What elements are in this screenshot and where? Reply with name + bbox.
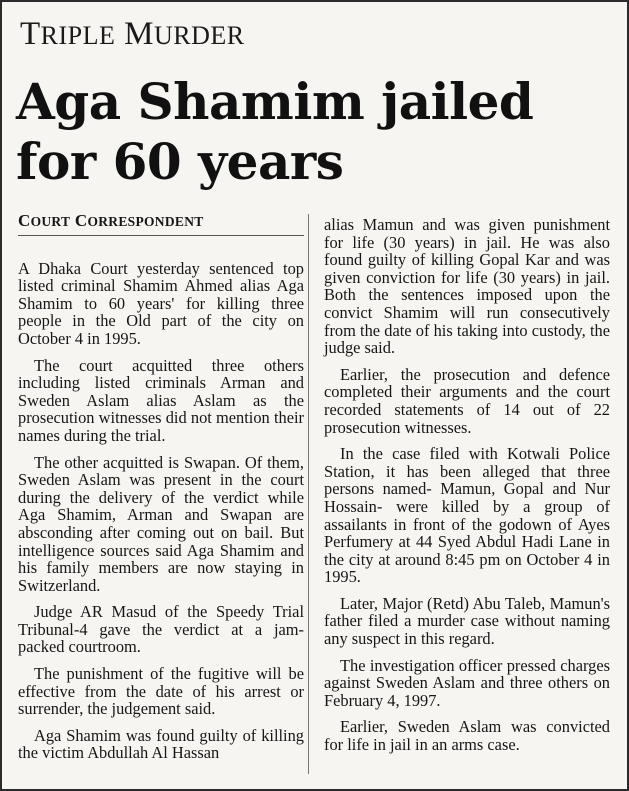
byline: COURT CORRESPONDENT (18, 212, 304, 236)
paragraph: Judge AR Masud of the Speedy Trial Tribunal-4 gave the verdict at a jam-packed courtroom. (18, 602, 304, 657)
paragraph: The investigation officer pressed charges against Sweden Aslam and three others on February 4, 1997. (324, 655, 610, 710)
paragraph: Later, Major (Retd) Abu Taleb, Mamun's father filed a murder case without naming any suspect in this regard. (324, 593, 610, 649)
article-column-right (324, 216, 610, 763)
paragraph: The other acquitted is Swapan. Of them, Sweden Aslam was present in the court during the delivery of the verdict while Aga Shamim, Arman and Swapan are absconding after coming out on bail. But intelligence sources said Aga Shamim and his family members are now staying in Switzerland. (18, 452, 304, 595)
article-column-left (18, 212, 304, 771)
column-divider (308, 214, 309, 774)
paragraph: A Dhaka Court yesterday sentenced top listed criminal Shamim Ahmed alias Aga Shamim to 60 years' for killing three people in the Old part of the city on October 4 in 1995. (18, 258, 304, 348)
paragraph: Earlier, the prosecution and defence completed their arguments and the court recorded statements of 14 out of 22 prosecution witnesses. (324, 364, 610, 437)
paragraph: The court acquitted three others including listed criminals Arman and Sweden Aslam alias Aslam as the prosecution witnesses did not mention their names during the trial. (18, 355, 304, 445)
paragraph: The punishment of the fugitive will be effective from the date of his arrest or surrender, the judgement said. (18, 664, 304, 719)
paragraph: Aga Shamim was found guilty of killing the victim Abdullah Al Hassan (18, 725, 304, 763)
kicker-label: TRIPLE MURDER (20, 16, 245, 52)
paragraph: alias Mamun and was given punishment for life (30 years) in jail. He was also found guilty of killing Gopal Kar and was given conviction for life (30 years) in jail. Both the sentences imposed upon the convict Shamim will run consecutively from the date of his taking into custody, the judge said. (324, 215, 610, 358)
paragraph: Earlier, Sweden Aslam was convicted for life in jail in an arms case. (324, 717, 610, 755)
headline: Aga Shamim jailed for 60 years (16, 72, 534, 191)
paragraph: In the case filed with Kotwali Police Station, it has been alleged that three persons named- Mamun, Gopal and Nur Hossain- were killed by a group of assailants in front of the godown of Ayes Perfumery at 44 Syed Abdul Hadi Lane in the city at around 8:45 pm on October 4 in 1995. (324, 444, 610, 587)
